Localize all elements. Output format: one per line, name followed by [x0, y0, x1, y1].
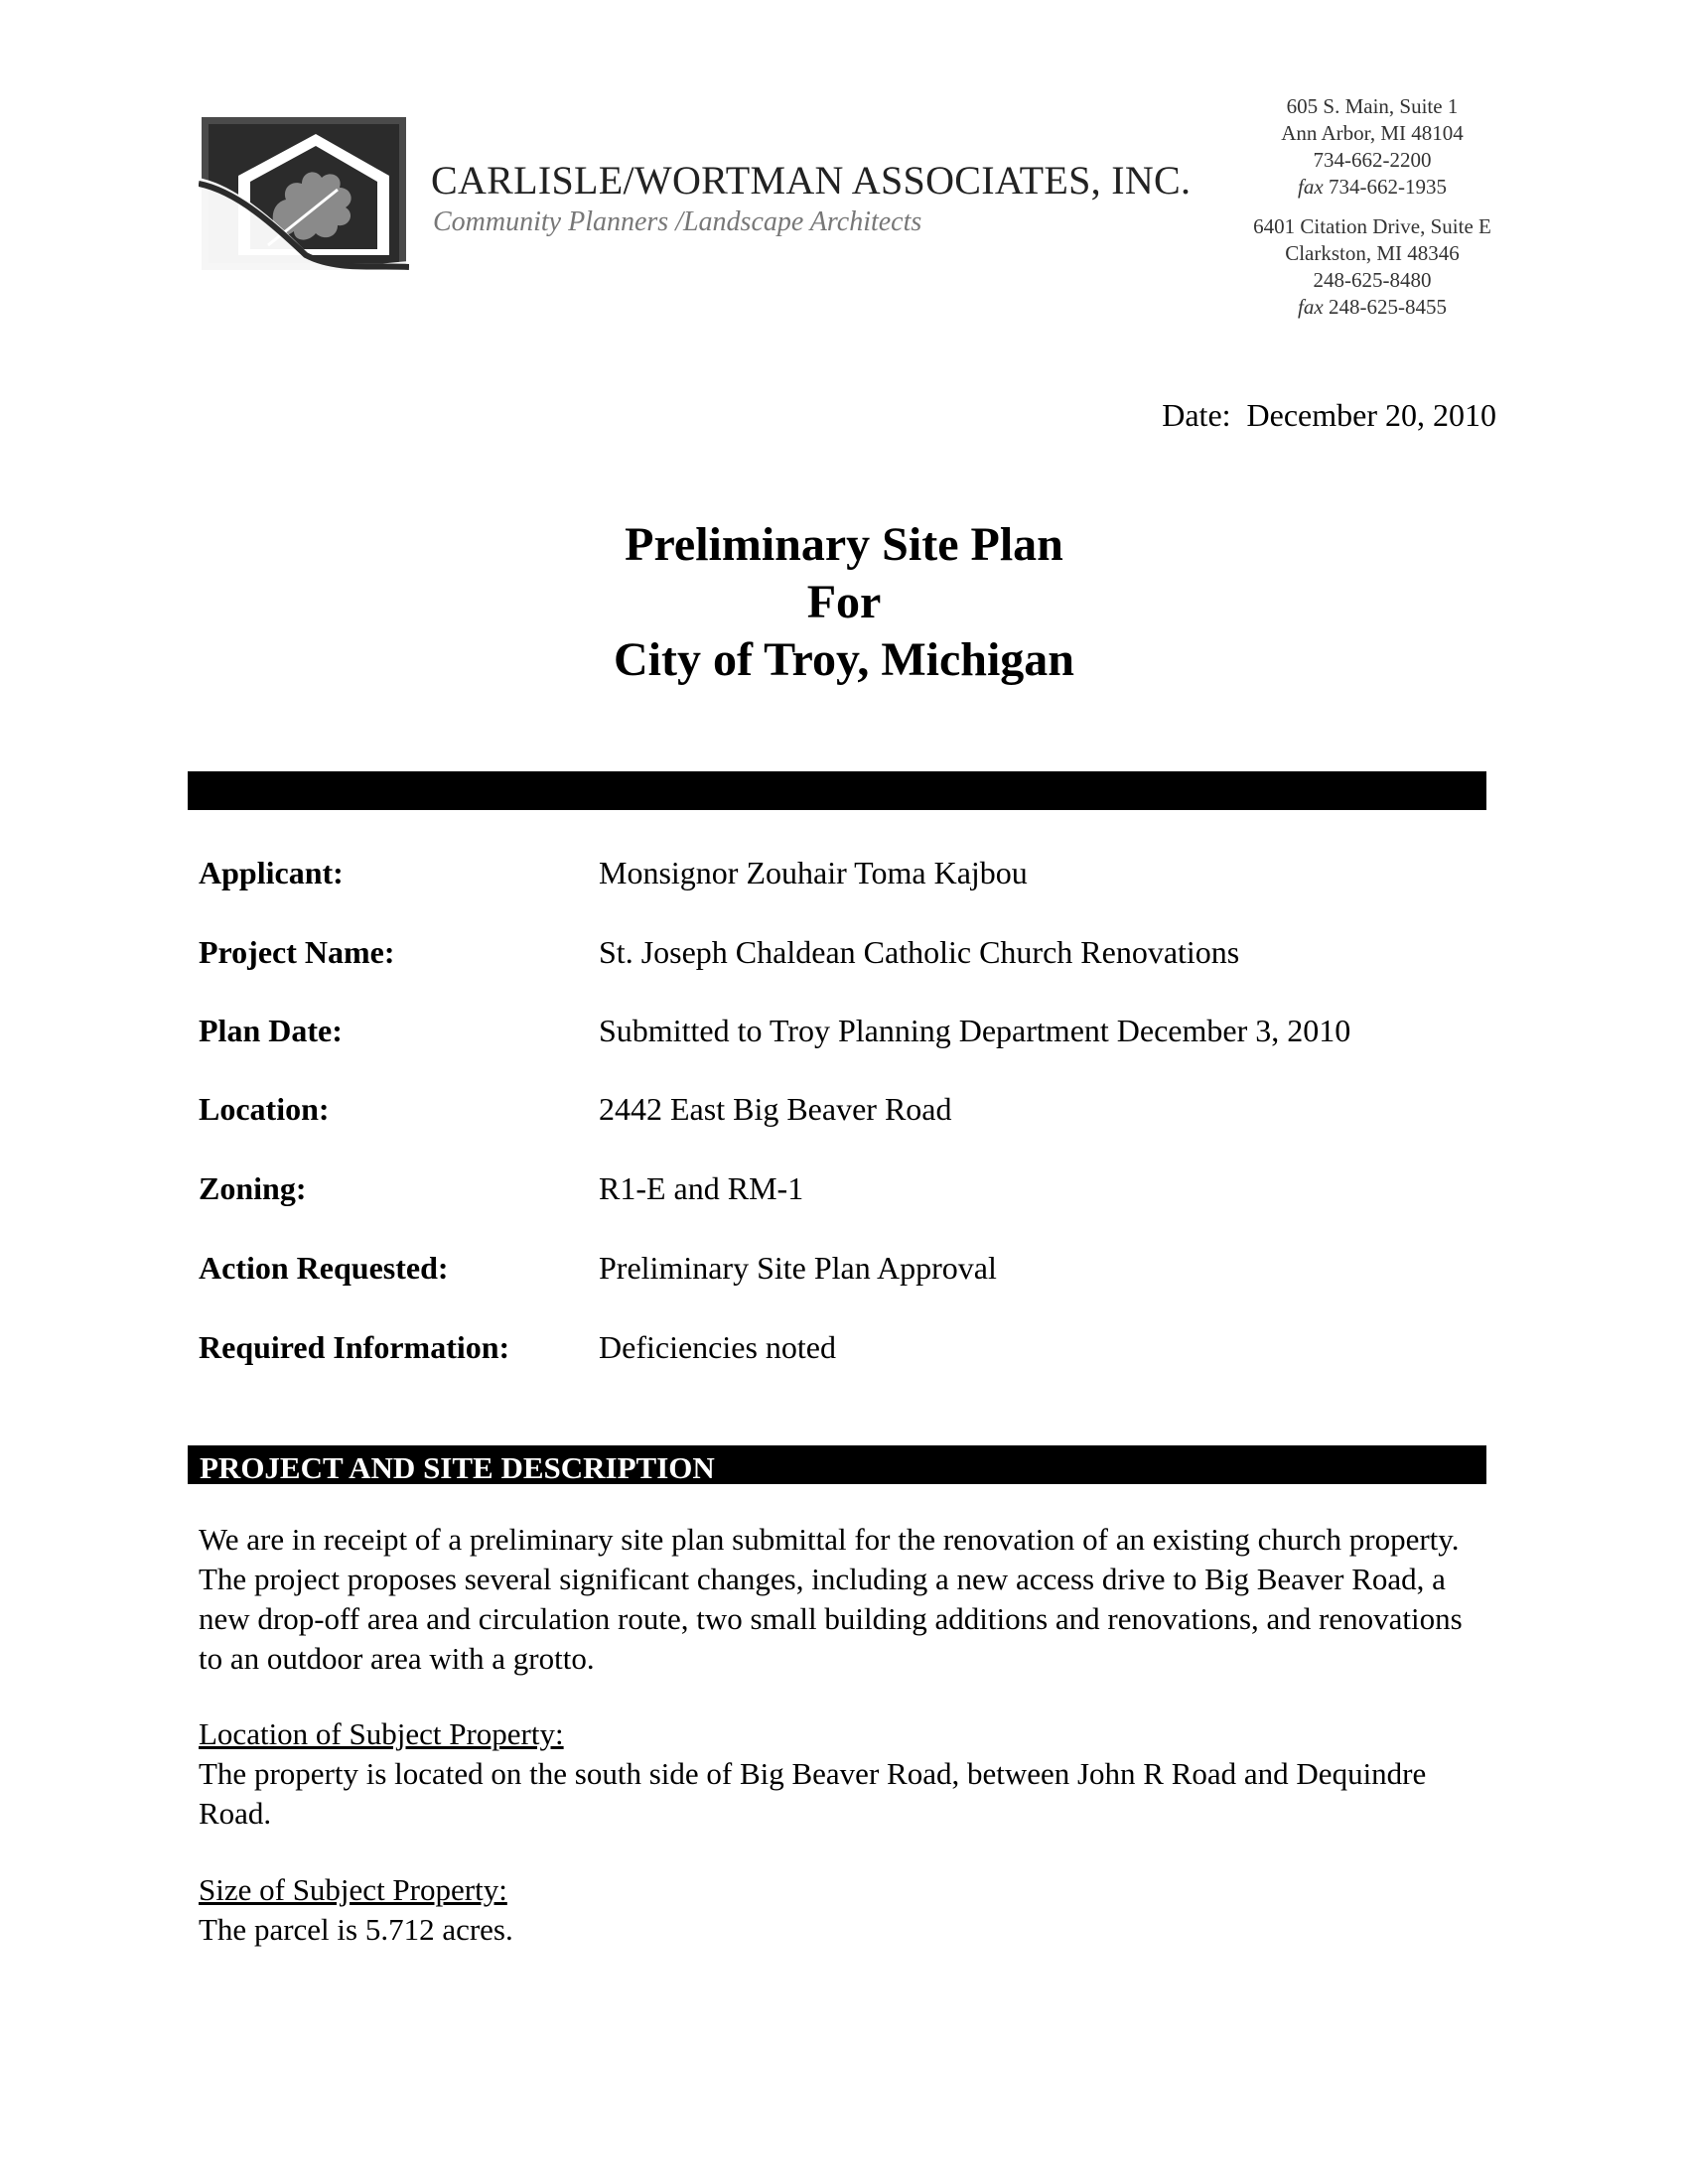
fax-label: fax: [1298, 175, 1324, 199]
info-label: Action Requested:: [199, 1250, 449, 1286]
title-line-2: For: [806, 576, 882, 628]
company-tagline: Community Planners /Landscape Architects: [433, 206, 922, 237]
company-name: CARLISLE/WORTMAN ASSOCIATES, INC.: [431, 158, 1192, 203]
date-label: Date:: [1162, 397, 1231, 433]
title-line-1: Preliminary Site Plan: [625, 518, 1063, 571]
info-label: Plan Date:: [199, 1013, 343, 1048]
document-date: [1033, 397, 1496, 434]
info-row-zoning: [199, 1166, 1489, 1210]
office-city: Clarkston, MI 48346: [1285, 241, 1460, 265]
office-street: 605 S. Main, Suite 1: [1286, 94, 1459, 118]
info-label: Project Name:: [199, 934, 395, 970]
info-row-plan-date: [199, 1009, 1489, 1052]
office-city: Ann Arbor, MI 48104: [1281, 121, 1464, 145]
info-value: Preliminary Site Plan Approval: [599, 1250, 997, 1286]
info-row-project-name: [199, 930, 1489, 974]
office-fax: [1213, 174, 1531, 201]
info-value: Submitted to Troy Planning Department December 3, 2010: [599, 1013, 1351, 1048]
divider-bar: [188, 771, 1486, 810]
info-value: Deficiencies noted: [599, 1329, 836, 1365]
section-header-bar: [188, 1445, 1486, 1484]
info-label: Location:: [199, 1091, 330, 1127]
size-heading: Size of Subject Property:: [199, 1872, 507, 1907]
office-fax: [1213, 294, 1531, 321]
info-label: Required Information:: [199, 1329, 510, 1365]
info-row-location: [199, 1087, 1489, 1131]
fax-number: 248-625-8455: [1328, 295, 1447, 319]
info-value: 2442 East Big Beaver Road: [599, 1091, 952, 1127]
house-oak-leaf-logo-icon: [199, 114, 409, 273]
location-paragraph: The property is located on the south side of Big Beaver Road, between John R Road and Dequindre Road.: [199, 1756, 1427, 1831]
office-address-clarkston: [1213, 213, 1531, 321]
section-title: PROJECT AND SITE DESCRIPTION: [200, 1450, 715, 1485]
info-row-applicant: [199, 851, 1489, 894]
info-value: St. Joseph Chaldean Catholic Church Renovations: [599, 934, 1240, 970]
info-label: Applicant:: [199, 855, 344, 890]
date-value: December 20, 2010: [1246, 397, 1496, 433]
office-street: 6401 Citation Drive, Suite E: [1253, 214, 1491, 238]
info-row-action-requested: [199, 1246, 1489, 1290]
title-line-3: City of Troy, Michigan: [613, 633, 1074, 686]
fax-number: 734-662-1935: [1328, 175, 1447, 199]
info-value: Monsignor Zouhair Toma Kajbou: [599, 855, 1028, 890]
fax-label: fax: [1298, 295, 1324, 319]
info-row-required-information: [199, 1325, 1489, 1369]
project-description-paragraph: We are in receipt of a preliminary site plan submittal for the renovation of an existing church property. The project proposes several significant changes, including a new access drive to Big Beaver Road, a new drop-off area and circulation route, two small building additions and renovations, and renovations to an outdoor area with a grotto.: [199, 1522, 1463, 1676]
office-address-ann-arbor: [1213, 93, 1531, 201]
page-title: [447, 516, 1241, 689]
office-phone: 248-625-8480: [1313, 268, 1432, 292]
location-heading: Location of Subject Property:: [199, 1716, 564, 1751]
size-paragraph: The parcel is 5.712 acres.: [199, 1912, 513, 1947]
company-logo: [199, 114, 409, 273]
info-label: Zoning:: [199, 1170, 307, 1206]
office-phone: 734-662-2200: [1313, 148, 1432, 172]
info-value: R1-E and RM-1: [599, 1170, 804, 1206]
